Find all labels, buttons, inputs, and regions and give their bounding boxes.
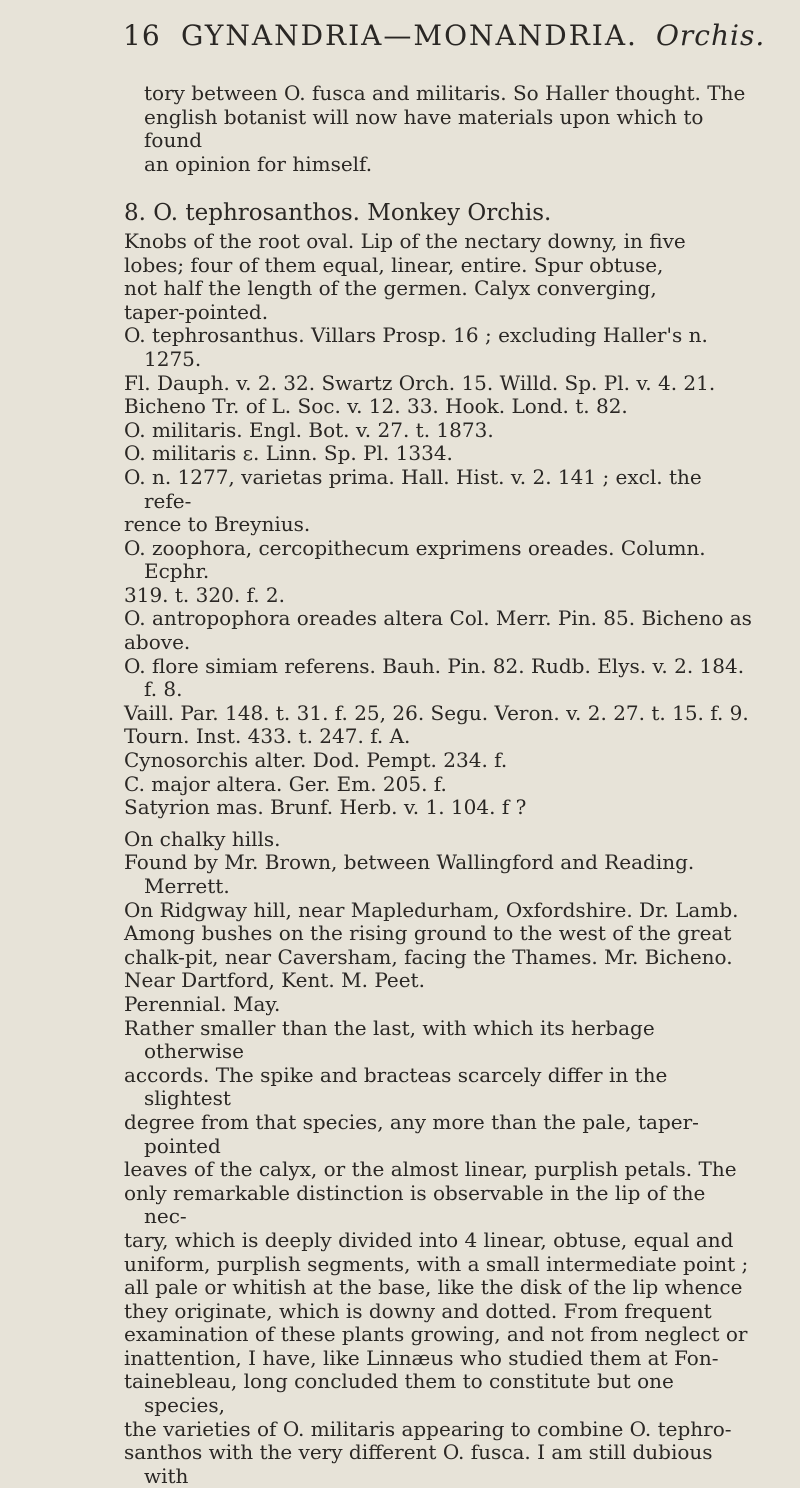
text-line: rence to Breynius. xyxy=(124,512,311,537)
text-line: examination of these plants growing, and not from neglect or xyxy=(124,1322,748,1347)
text-line: inattention, I have, like Linnæus who studied them at Fon- xyxy=(124,1345,719,1370)
text-line: above. xyxy=(124,630,191,655)
localities-paragraph xyxy=(124,851,752,993)
running-header xyxy=(123,18,766,54)
text-line: uniform, purplish segments, with a small intermediate point ; xyxy=(124,1251,749,1276)
synonym-entry xyxy=(124,749,752,773)
text-line: tainebleau, long concluded them to constitute but one species, xyxy=(124,1369,674,1418)
text-line: C. major altera. Ger. Em. 205. f. xyxy=(124,771,447,796)
text-line: Vaill. Par. 148. t. 31. f. 25, 26. Segu. Veron. v. 2. 27. t. 15. f. 9. xyxy=(124,700,749,725)
text-line: degree from that species, any more than the pale, taper-pointed xyxy=(124,1109,699,1158)
text-line: tary, which is deeply divided into 4 linear, obtuse, equal and xyxy=(124,1227,734,1252)
text-line: an opinion for himself. xyxy=(144,151,373,176)
duration-line: Perennial. May. xyxy=(124,991,281,1016)
synonym-entry xyxy=(124,607,752,654)
page-number: 16 xyxy=(123,19,161,52)
text-line: O. zoophora, cercopithecum exprimens oreades. Column. Ecphr. xyxy=(124,535,706,584)
text-line: Rather smaller than the last, with which its herbage otherwise xyxy=(124,1015,655,1064)
text-line: Bicheno Tr. of L. Soc. v. 12. 33. Hook. Lond. t. 82. xyxy=(124,394,628,419)
text-line: Fl. Dauph. v. 2. 32. Swartz Orch. 15. Willd. Sp. Pl. v. 4. 21. xyxy=(124,370,716,395)
species-heading: 8. O. tephrosanthos. Monkey Orchis. xyxy=(124,200,552,227)
description-paragraph xyxy=(124,230,752,324)
text-line: O. antropophora oreades altera Col. Merr. Pin. 85. Bicheno as xyxy=(124,606,752,631)
text-line: accords. The spike and bracteas scarcely differ in the slightest xyxy=(124,1062,668,1111)
text-line: only remarkable distinction is observable in the lip of the nec- xyxy=(124,1180,706,1229)
text-line: the varieties of O. militaris appearing to combine O. tephro- xyxy=(124,1416,732,1441)
text-line: santhos with the very different O. fusca. I am still dubious with xyxy=(124,1440,713,1488)
text-line: Tourn. Inst. 433. t. 247. f. A. xyxy=(124,724,411,749)
text-line: On Ridgway hill, near Mapledurham, Oxfordshire. Dr. Lamb. xyxy=(124,897,739,922)
text-line: taper-pointed. xyxy=(124,299,269,324)
text-line: english botanist will now have materials upon which to found xyxy=(144,104,704,153)
synonym-entry xyxy=(124,537,752,608)
synonym-entry xyxy=(124,796,752,820)
text-line: O. militaris ε. Linn. Sp. Pl. 1334. xyxy=(124,441,453,466)
synonym-entry xyxy=(124,466,752,537)
page-title: GYNANDRIA—MONANDRIA. xyxy=(181,19,638,52)
text-line: Satyrion mas. Brunf. Herb. v. 1. 104. f ? xyxy=(124,795,527,820)
text-line: O. militaris. Engl. Bot. v. 27. t. 1873. xyxy=(124,417,494,442)
genus-name: Orchis. xyxy=(655,19,766,52)
text-line: Knobs of the root oval. Lip of the nectary downy, in five xyxy=(124,228,686,253)
remarks-paragraph xyxy=(124,1017,752,1488)
text-line: O. flore simiam referens. Bauh. Pin. 82. Rudb. Elys. v. 2. 184. f. 8. xyxy=(124,653,745,702)
synonym-entry xyxy=(124,419,752,443)
text-line: Near Dartford, Kent. M. Peet. xyxy=(124,968,425,993)
synonym-entry xyxy=(124,324,752,418)
text-line: lobes; four of them equal, linear, entire. Spur obtuse, xyxy=(124,252,664,277)
text-line: 319. t. 320. f. 2. xyxy=(124,582,286,607)
text-line: chalk-pit, near Caversham, facing the Thames. Mr. Bicheno. xyxy=(124,944,733,969)
body-text xyxy=(124,82,752,1488)
text-line: Cynosorchis alter. Dod. Pempt. 234. f. xyxy=(124,748,508,773)
text-line: they originate, which is downy and dotted. From frequent xyxy=(124,1298,712,1323)
text-line: leaves of the calyx, or the almost linear, purplish petals. The xyxy=(124,1157,737,1182)
text-line: not half the length of the germen. Calyx converging, xyxy=(124,276,657,301)
text-line: tory between O. fusca and militaris. So Haller thought. The xyxy=(144,81,746,105)
synonym-entry xyxy=(124,773,752,797)
synonym-entry xyxy=(124,442,752,466)
habitat-line: On chalky hills. xyxy=(124,826,281,851)
synonym-entry xyxy=(124,655,752,749)
text-line: all pale or whitish at the base, like the disk of the lip whence xyxy=(124,1275,743,1300)
text-line: Among bushes on the rising ground to the west of the great xyxy=(124,921,732,946)
intro-paragraph xyxy=(124,82,752,176)
text-line: O. n. 1277, varietas prima. Hall. Hist. v. 2. 141 ; excl. the refe- xyxy=(124,464,702,513)
text-line: O. tephrosanthus. Villars Prosp. 16 ; excluding Haller's n. 1275. xyxy=(124,323,708,371)
text-line: Found by Mr. Brown, between Wallingford and Reading. Merrett. xyxy=(124,850,695,898)
